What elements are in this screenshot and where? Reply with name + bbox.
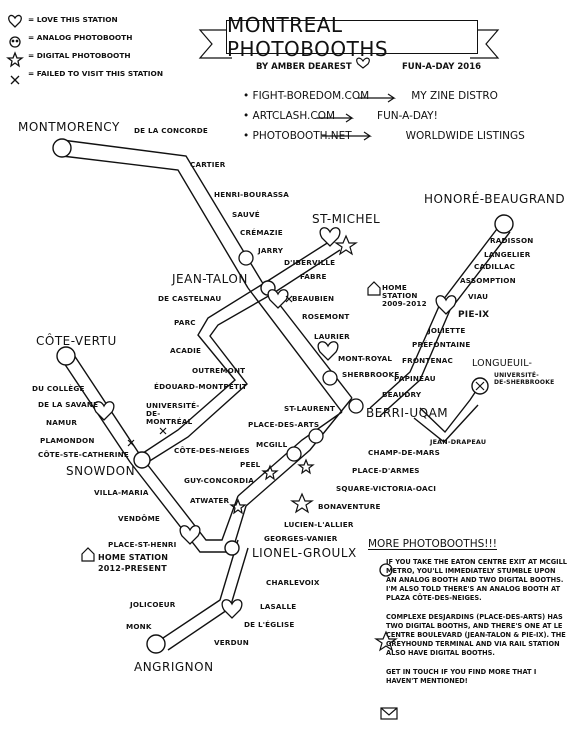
date-label: FUN-A-DAY 2016 bbox=[402, 62, 482, 72]
station-label: UNIVERSITÉ-DE-MONTRÉAL bbox=[146, 401, 200, 426]
station-label: PLACE-ST-HENRI bbox=[108, 540, 177, 549]
station-label: CÔTE-DES-NEIGES bbox=[174, 446, 250, 455]
station-label: LASALLE bbox=[260, 602, 297, 611]
legend-analog: = ANALOG PHOTOBOOTH bbox=[28, 32, 133, 42]
station-label: CÔTE-STE-CATHERINE bbox=[38, 450, 129, 459]
station-label: DU COLLÈGE bbox=[32, 384, 85, 393]
more-paragraph-contact: GET IN TOUCH IF YOU FIND MORE THAT I HAVEN'T MENTIONED! bbox=[386, 668, 537, 685]
station-label: PAPINEAU bbox=[394, 374, 436, 383]
smiley-icon bbox=[287, 447, 301, 461]
star-icon bbox=[299, 460, 313, 473]
station-label: BEAUDRY bbox=[382, 390, 422, 399]
smiley-icon bbox=[239, 251, 253, 265]
legend bbox=[6, 10, 163, 82]
terminal-montmorency bbox=[53, 139, 71, 157]
more-paragraph-digital: COMPLEXE DESJARDINS (PLACE-DES-ARTS) HAS TWO DIGITAL BOOTHS, AND THERE'S ONE AT LE CENTRE BOULEVARD (JEAN-TALON & PIE-IX). THE GREYHOUND TERMINAL AND VIA RAIL STATION ALSO HAVE DIGITAL BOOTHS. bbox=[386, 613, 566, 657]
station-label: GEORGES-VANIER bbox=[264, 534, 338, 543]
station-label: ST-LAURENT bbox=[284, 404, 336, 413]
station-label: MONT-ROYAL bbox=[338, 354, 393, 363]
station-label: PEEL bbox=[240, 460, 261, 469]
smiley-icon bbox=[323, 371, 337, 385]
label-berri: BERRI-UQAM bbox=[366, 406, 449, 420]
label-honore: HONORÉ-BEAUGRAND bbox=[424, 192, 566, 206]
page-title: MONTREAL PHOTOBOOTHS bbox=[226, 20, 478, 54]
links-list bbox=[243, 90, 525, 150]
station-label: PLACE-D'ARMES bbox=[352, 466, 420, 475]
terminal-angrignon bbox=[147, 635, 165, 653]
station-label: LANGELIER bbox=[484, 250, 531, 259]
label-montmorency: MONTMORENCY bbox=[18, 120, 120, 134]
star-icon bbox=[292, 494, 312, 512]
legend-failed: = FAILED TO VISIT THIS STATION bbox=[28, 68, 164, 78]
station-label: ROSEMONT bbox=[302, 312, 350, 321]
station-label: CADILLAC bbox=[474, 262, 516, 271]
station-label: ASSOMPTION bbox=[460, 276, 516, 285]
station-label: DE CASTELNAU bbox=[158, 294, 222, 303]
label-lionel: LIONEL-GROULX bbox=[252, 546, 357, 560]
station-label: DE LA SAVANE bbox=[38, 400, 99, 409]
station-label: MCGILL bbox=[256, 440, 288, 449]
more-photobooths-panel bbox=[368, 540, 568, 750]
station-label: CHARLEVOIX bbox=[266, 578, 320, 587]
link-url[interactable]: • PHOTOBOOTH.NET bbox=[243, 130, 352, 142]
link-url[interactable]: • FIGHT-BOREDOM.COM bbox=[243, 90, 370, 102]
interchange-lionel bbox=[225, 541, 239, 555]
link-desc: MY ZINE DISTRO bbox=[411, 90, 498, 102]
label-jean-talon: JEAN-TALON bbox=[172, 272, 248, 286]
station-label: JEAN-DRAPEAU bbox=[430, 438, 487, 446]
heart-icon bbox=[180, 526, 200, 544]
station-label: HENRI-BOURASSA bbox=[214, 190, 290, 199]
home-station-label: HOME STATION 2009-2012 bbox=[382, 283, 427, 308]
heart-icon bbox=[268, 290, 288, 308]
station-label: DE L'ÉGLISE bbox=[244, 620, 295, 629]
station-label: VENDÔME bbox=[118, 514, 161, 523]
station-label: JOLIETTE bbox=[428, 326, 466, 335]
smiley-icon bbox=[309, 429, 323, 443]
station-label: SQUARE-VICTORIA-OACI bbox=[336, 484, 437, 493]
link-url[interactable]: • ARTCLASH.COM bbox=[243, 110, 336, 122]
station-label: FRONTENAC bbox=[402, 356, 454, 365]
station-label: LUCIEN-L'ALLIER bbox=[284, 520, 354, 529]
station-label: BEAUBIEN bbox=[292, 294, 335, 303]
station-label: PLACE-DES-ARTS bbox=[248, 420, 320, 429]
x-mark-icon bbox=[160, 428, 166, 434]
station-label: PARC bbox=[174, 318, 196, 327]
label-snowdon: SNOWDON bbox=[66, 464, 136, 478]
legend-love: = LOVE THIS STATION bbox=[28, 14, 118, 24]
terminal-cote-vertu bbox=[57, 347, 75, 365]
station-label: SAUVÉ bbox=[232, 210, 260, 219]
station-label: OUTREMONT bbox=[192, 366, 246, 375]
smiley-icon bbox=[349, 399, 363, 413]
more-heading: MORE PHOTOBOOTHS!!! bbox=[368, 538, 497, 550]
link-desc: WORLDWIDE LISTINGS bbox=[405, 130, 525, 142]
station-label: BONAVENTURE bbox=[318, 502, 381, 511]
legend-digital: = DIGITAL PHOTOBOOTH bbox=[28, 50, 131, 60]
station-label: CHAMP-DE-MARS bbox=[368, 448, 441, 457]
station-label: ÉDOUARD-MONTPETIT bbox=[154, 382, 248, 391]
station-label: PIE-IX bbox=[458, 310, 490, 320]
house-icon bbox=[368, 282, 380, 295]
station-label: D'IBERVILLE bbox=[284, 258, 336, 267]
station-label: MONK bbox=[126, 622, 152, 631]
terminal-honore bbox=[495, 215, 513, 233]
station-label: VERDUN bbox=[214, 638, 250, 647]
station-label: DE LA CONCORDE bbox=[134, 126, 209, 135]
station-label: JOLICOEUR bbox=[130, 600, 176, 609]
station-label: PRÉFONTAINE bbox=[412, 340, 471, 349]
station-label: NAMUR bbox=[46, 418, 78, 427]
label-longueuil-sub: UNIVERSITÉ- DE-SHERBROOKE bbox=[494, 372, 555, 386]
house-icon bbox=[82, 548, 94, 561]
station-label: ATWATER bbox=[190, 496, 230, 505]
title-banner bbox=[200, 14, 496, 64]
home-station-label: HOME STATION 2012-PRESENT bbox=[98, 553, 169, 573]
more-paragraph-analog: IF YOU TAKE THE EATON CENTRE EXIT AT MCGILL METRO, YOU'LL IMMEDIATELY STUMBLE UPON AN ANALOG BOOTH AND TWO DIGITAL BOOTHS. I'M ALSO TOLD THERE'S AN ANALOG BOOTH AT PLAZA CÔTE-DES-NEIGES. bbox=[386, 558, 567, 602]
label-cote-vertu: CÔTE-VERTU bbox=[36, 334, 117, 348]
link-desc: FUN-A-DAY! bbox=[377, 110, 438, 122]
station-label: FABRE bbox=[300, 272, 327, 281]
station-label: PLAMONDON bbox=[40, 436, 95, 445]
station-label: ACADIE bbox=[170, 346, 202, 355]
station-label: GUY-CONCORDIA bbox=[184, 476, 254, 485]
station-label: VILLA-MARIA bbox=[94, 488, 149, 497]
station-label: LAURIER bbox=[314, 332, 350, 341]
station-label: VIAU bbox=[468, 292, 489, 301]
station-label: JARRY bbox=[258, 246, 284, 255]
station-label: CARTIER bbox=[190, 160, 226, 169]
label-st-michel: ST-MICHEL bbox=[312, 212, 381, 226]
station-label: RADISSON bbox=[490, 236, 534, 245]
station-label: CRÉMAZIE bbox=[240, 228, 283, 237]
label-angrignon: ANGRIGNON bbox=[134, 660, 214, 674]
interchange-snowdon bbox=[134, 452, 150, 468]
label-longueuil: LONGUEUIL- bbox=[472, 358, 533, 369]
station-label: SHERBROOKE bbox=[342, 370, 400, 379]
byline: BY AMBER DEAREST bbox=[256, 62, 352, 72]
